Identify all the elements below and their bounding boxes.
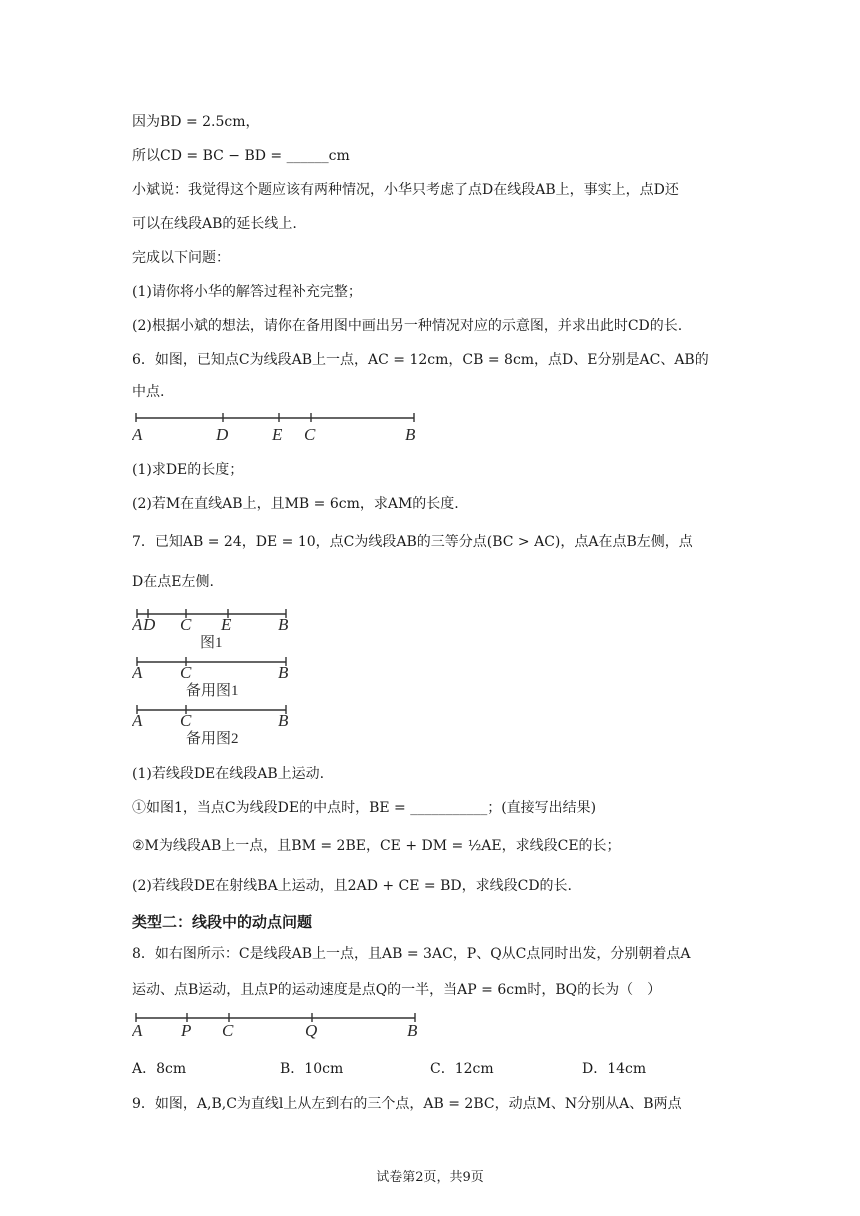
question-6-part2: (2)若M在直线AB上，且MB = 6cm，求AM的长度. [132, 496, 459, 512]
fig7-2-label-b: B [278, 663, 289, 682]
section-heading-type2: 类型二：线段中的动点问题 [132, 913, 313, 931]
figure-q7-1 [132, 606, 302, 652]
fig6-label-b: B [405, 425, 416, 444]
fig7-1-caption: 图1 [200, 635, 223, 651]
fig7-3-label-b: B [278, 711, 289, 730]
fig8-label-a: A [132, 1021, 143, 1040]
fig7-1-label-b: B [278, 615, 289, 634]
figure-q7-spare-1 [132, 654, 302, 700]
question-6-stem: 6．如图，已知点C为线段AB上一点，AC = 12cm，CB = 8cm，点D、E分别是AC、AB的 [132, 352, 709, 368]
text-line-cd: 所以CD = BC − BD = ______cm [132, 148, 350, 164]
question-6-part1: (1)求DE的长度； [132, 462, 244, 478]
fig7-2-label-a: A [132, 663, 143, 682]
option-c: C．12cm [430, 1061, 494, 1077]
option-a: A．8cm [132, 1061, 187, 1077]
fig7-3-label-c: C [180, 711, 192, 730]
question-8-options [132, 1058, 732, 1078]
question-8-stem-cont: 运动、点B运动，且点P的运动速度是点Q的一半，当AP = 6cm时，BQ的长为（ ） [132, 982, 662, 998]
fig7-1-label-a: A [132, 615, 143, 634]
figure-q8-segment [132, 1012, 432, 1042]
fig7-1-label-e: E [221, 615, 232, 634]
fig6-label-d: D [216, 425, 229, 444]
fig7-3-caption: 备用图2 [186, 731, 239, 747]
question-7-part1: (1)若线段DE在线段AB上运动. [132, 766, 325, 782]
question-9-stem: 9．如图，A,B,C为直线l上从左到右的三个点，AB = 2BC，动点M、N分别从A、B两点 [132, 1096, 682, 1112]
fig8-label-c: C [222, 1021, 234, 1040]
page-footer: 试卷第2页，共9页 [376, 1170, 484, 1185]
fig7-2-label-c: C [180, 663, 192, 682]
text-line-extension: 可以在线段AB的延长线上. [132, 216, 297, 232]
option-b: B．10cm [280, 1061, 344, 1077]
text-line-task2: (2)根据小斌的想法，请你在备用图中画出另一种情况对应的示意图，并求出此时CD的长. [132, 318, 683, 334]
fig6-label-e: E [272, 425, 283, 444]
question-7-part1-b: ②M为线段AB上一点，且BM = 2BE，CE + DM = ½AE，求线段CE的长； [132, 838, 621, 854]
text-line-task1: (1)请你将小华的解答过程补充完整； [132, 284, 362, 300]
option-d: D．14cm [582, 1061, 647, 1077]
text-line-bd: 因为BD = 2.5cm， [132, 114, 260, 130]
figure-q7-spare-2 [132, 702, 302, 748]
fig7-1-label-d: D [143, 615, 156, 634]
question-8-stem: 8．如右图所示：C是线段AB上一点，且AB = 3AC，P、Q从C点同时出发，分别朝着点A [132, 946, 691, 962]
question-7-stem-cont: D在点E左侧. [132, 574, 214, 590]
fig8-label-q: Q [305, 1021, 318, 1040]
question-6-stem-cont: 中点. [132, 384, 165, 400]
fig8-label-p: P [181, 1021, 192, 1040]
text-line-xiaobin: 小斌说：我觉得这个题应该有两种情况，小华只考虑了点D在线段AB上，事实上，点D还 [132, 182, 679, 198]
question-7-part2: (2)若线段DE在射线BA上运动，且2AD + CE = BD，求线段CD的长. [132, 878, 573, 894]
figure-q6-segment [132, 410, 432, 446]
text-line-tasks: 完成以下问题： [132, 250, 230, 266]
fig8-label-b: B [407, 1021, 418, 1040]
fig7-3-label-a: A [132, 711, 143, 730]
question-7-part1-a: ①如图1，当点C为线段DE的中点时，BE = ___________；(直接写出结果) [132, 800, 597, 816]
fig7-2-caption: 备用图1 [186, 683, 239, 699]
fig7-1-label-c: C [180, 615, 192, 634]
question-7-stem: 7．已知AB = 24，DE = 10，点C为线段AB的三等分点(BC > AC)，点A在点B左侧，点 [132, 534, 693, 550]
fig6-label-c: C [304, 425, 316, 444]
fig6-label-a: A [132, 425, 143, 444]
